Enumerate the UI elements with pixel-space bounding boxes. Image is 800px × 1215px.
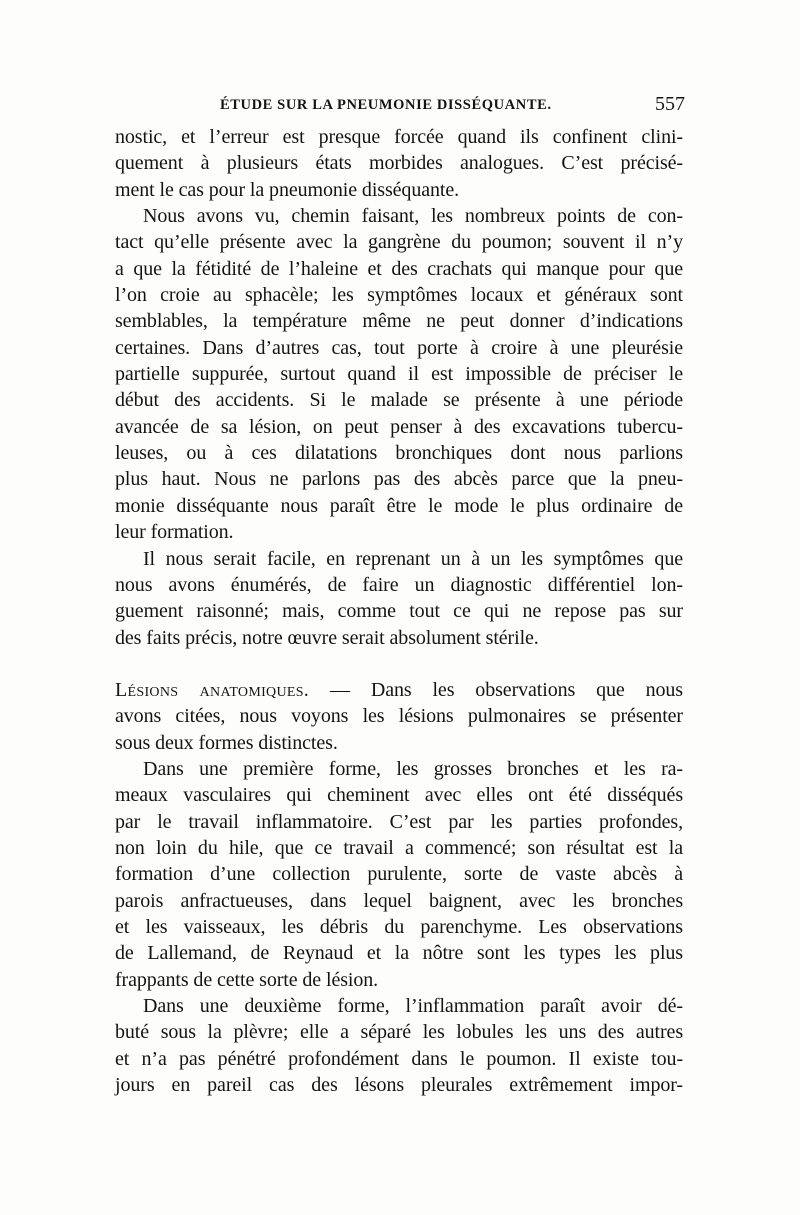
text-line: avancée de sa lésion, on peut penser à des excavations tubercu- xyxy=(115,415,683,438)
text-line: et n’a pas pénétré profondément dans le poumon. Il existe tou- xyxy=(115,1047,683,1070)
text-line: guement raisonné; mais, comme tout ce qui ne repose pas sur xyxy=(115,600,683,623)
section-heading-line xyxy=(115,677,683,703)
text-line: tact qu’elle présente avec la gangrène du poumon; souvent il n’y xyxy=(115,231,683,254)
text-line: ment le cas pour la pneumonie disséquante. xyxy=(115,178,460,201)
text-line: certaines. Dans d’autres cas, tout porte à croire à une pleurésie xyxy=(115,336,683,359)
text-line: meaux vasculaires qui cheminent avec elles ont été disséqués xyxy=(115,784,683,807)
text-line: nous avons énumérés, de faire un diagnostic différentiel lon- xyxy=(115,573,683,596)
text-line: Dans une deuxième forme, l’inflammation paraît avoir dé- xyxy=(143,995,683,1017)
text-line: leuses, ou à ces dilatations bronchiques dont nous parlions xyxy=(115,442,683,465)
section-gap xyxy=(115,651,683,677)
text-line: de Lallemand, de Reynaud et la nôtre sont les types les plus xyxy=(115,942,683,965)
section-heading: Lésions anatomiques. xyxy=(115,678,310,701)
text-fragment: — Dans les observations que nous xyxy=(330,678,683,701)
text-line: et les vaisseaux, les débris du parenchyme. Les observations xyxy=(115,915,683,938)
text-line: par le travail inflammatoire. C’est par les parties profondes, xyxy=(115,810,683,833)
text-line: Nous avons vu, chemin faisant, les nombreux points de con- xyxy=(143,205,683,228)
text-line: l’on croie au sphacèle; les symptômes locaux et généraux sont xyxy=(115,284,683,307)
text-line: formation d’une collection purulente, sorte de vaste abcès à xyxy=(115,863,683,886)
text-line: jours en pareil cas des lésons pleurales extrêmement impor- xyxy=(115,1074,683,1097)
text-line: avons citées, nous voyons les lésions pulmonaires se présenter xyxy=(115,705,683,728)
text-line: quement à plusieurs états morbides analogues. C’est précisé- xyxy=(115,152,683,175)
running-head: ÉTUDE SUR LA PNEUMONIE DISSÉQUANTE. xyxy=(220,97,552,113)
page-header xyxy=(115,93,685,121)
text-line: frappants de cette sorte de lésion. xyxy=(115,968,379,991)
page-number: 557 xyxy=(655,93,685,115)
text-line: Il nous serait facile, en reprenant un à un les symptômes que xyxy=(143,547,683,570)
text-line: partielle suppurée, surtout quand il est impossible de préciser le xyxy=(115,363,683,386)
text-line: semblables, la température même ne peut donner d’indications xyxy=(115,310,683,333)
text-line: monie disséquante nous paraît être le mode le plus ordinaire de xyxy=(115,494,683,517)
body-text xyxy=(115,124,683,1098)
text-line: Dans une première forme, les grosses bronches et les ra- xyxy=(143,757,683,780)
text-line: des faits précis, notre œuvre serait absolument stérile. xyxy=(115,626,539,649)
text-line: nostic, et l’erreur est presque forcée quand ils confinent clini- xyxy=(115,126,683,148)
text-line: buté sous la plèvre; elle a séparé les lobules les uns des autres xyxy=(115,1021,683,1044)
text-line: parois anfractueuses, dans lequel baignent, avec les bronches xyxy=(115,889,683,912)
text-line: a que la fétidité de l’haleine et des crachats qui manque pour que xyxy=(115,257,683,280)
text-line: leur formation. xyxy=(115,521,234,544)
text-line: non loin du hile, que ce travail a commencé; son résultat est la xyxy=(115,836,683,859)
text-line: sous deux formes distinctes. xyxy=(115,731,338,754)
text-line: plus haut. Nous ne parlons pas des abcès parce que la pneu- xyxy=(115,468,683,491)
text-line: début des accidents. Si le malade se présente à une période xyxy=(115,389,683,412)
